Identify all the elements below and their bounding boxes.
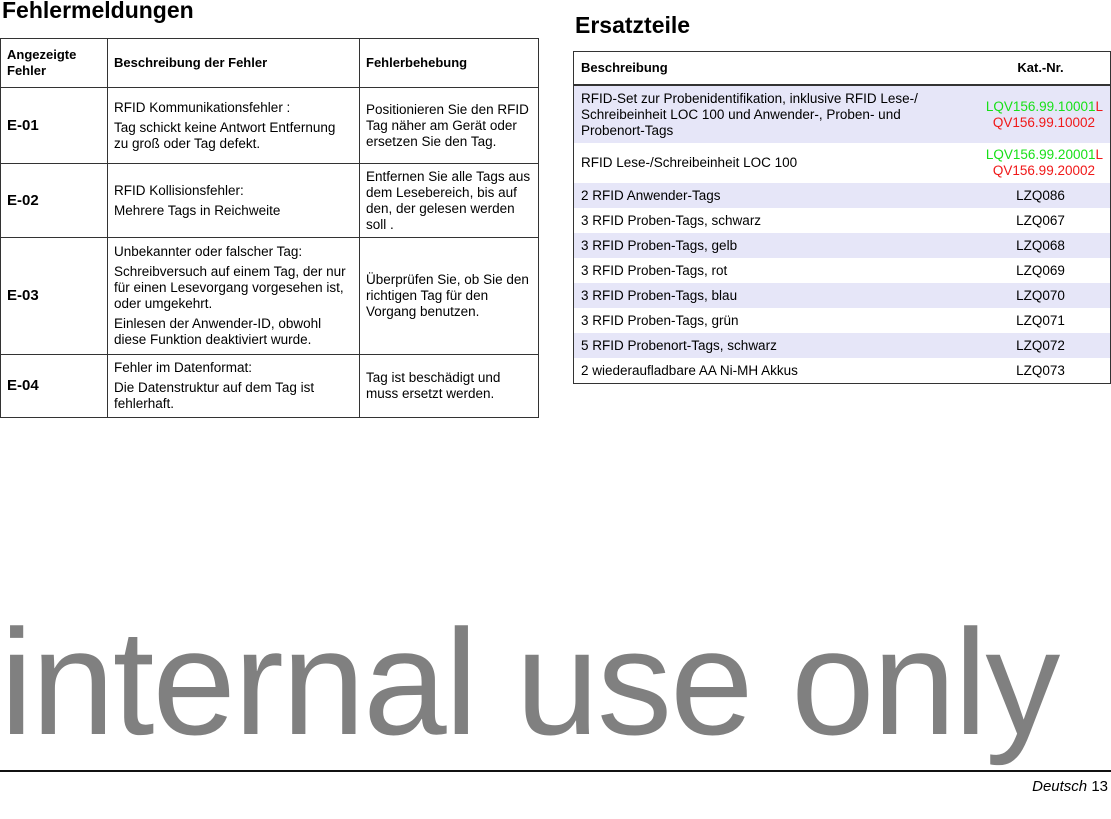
- error-fix: Tag ist beschädigt und muss ersetzt werden.: [360, 355, 539, 418]
- watermark: internal use only: [0, 598, 1059, 766]
- kat-red: QV156.99.20002: [992, 163, 1095, 178]
- error-code: E-02: [1, 164, 108, 238]
- table-row: [1, 164, 539, 238]
- error-description: [108, 355, 360, 418]
- part-number: LZQ069: [1016, 262, 1065, 278]
- desc-line: Schreibversuch auf einem Tag, der nur für einen Lesevorgang vorgesehen ist, oder umgekehrt.: [114, 264, 346, 311]
- section-title-fehlermeldungen: Fehlermeldungen: [2, 0, 194, 23]
- table-row: [574, 208, 1111, 233]
- table-row: [574, 283, 1111, 308]
- desc-line: RFID Kollisionsfehler:: [114, 182, 244, 198]
- error-fix: Überprüfen Sie, ob Sie den richtigen Tag für den Vorgang benutzen.: [360, 238, 539, 355]
- error-code: E-03: [1, 238, 108, 355]
- desc-line: Tag schickt keine Antwort Entfernung zu groß oder Tag defekt.: [114, 119, 336, 151]
- column-header: Fehlerbehebung: [360, 39, 539, 88]
- part-description: RFID Lese-/Schreibeinheit LOC 100: [581, 155, 798, 170]
- kat-suffix: L: [1095, 147, 1103, 162]
- error-table: [0, 38, 539, 418]
- kat-suffix: L: [1095, 98, 1103, 114]
- part-description: 2 wiederaufladbare AA Ni-MH Akkus: [581, 362, 798, 378]
- part-description: 5 RFID Probenort-Tags, schwarz: [574, 333, 972, 358]
- kat-green: LQV156.99.10001: [985, 98, 1096, 114]
- kat-green: LQV156.99.20001: [985, 147, 1096, 162]
- table-row: [574, 233, 1111, 258]
- table-row: [574, 183, 1111, 208]
- part-number: [971, 143, 1111, 183]
- part-number: LZQ086: [971, 183, 1111, 208]
- error-code: E-04: [1, 355, 108, 418]
- column-header: Kat.-Nr.: [971, 52, 1111, 86]
- parts-table: [573, 51, 1111, 384]
- kat-red: QV156.99.10002: [992, 114, 1095, 130]
- part-description: 3 RFID Proben-Tags, schwarz: [581, 212, 762, 228]
- part-description: 3 RFID Proben-Tags, rot: [581, 262, 728, 278]
- desc-line: Mehrere Tags in Reichweite: [114, 202, 281, 218]
- table-header-row: [574, 52, 1111, 86]
- page-number: 13: [1091, 778, 1108, 795]
- desc-line: Die Datenstruktur auf dem Tag ist fehlerhaft.: [114, 380, 315, 411]
- part-number: LZQ073: [1016, 362, 1065, 378]
- part-description: 2 RFID Anwender-Tags: [574, 183, 972, 208]
- part-number: LZQ070: [971, 283, 1111, 308]
- column-header: Beschreibung: [574, 52, 972, 86]
- error-description: [108, 88, 360, 164]
- part-number: LZQ067: [1016, 212, 1065, 228]
- column-header: Angezeigte Fehler: [1, 39, 108, 88]
- table-row: [574, 143, 1111, 183]
- desc-line: Unbekannter oder falscher Tag:: [114, 244, 303, 259]
- footer-language: Deutsch: [1032, 778, 1088, 795]
- table-header-row: [1, 39, 539, 88]
- table-row: [574, 358, 1111, 384]
- page-footer: [1032, 778, 1108, 796]
- table-row: [574, 85, 1111, 143]
- part-number: LZQ072: [971, 333, 1111, 358]
- part-description: RFID-Set zur Probenidentifikation, inklusive RFID Lese-/ Schreibeinheit LOC 100 und Anwender-, Proben- und Probenort-Tags: [574, 85, 972, 143]
- desc-line: RFID Kommunikationsfehler :: [114, 99, 291, 115]
- table-row: [574, 333, 1111, 358]
- table-row: [1, 88, 539, 164]
- error-description: [108, 164, 360, 238]
- table-row: [1, 238, 539, 355]
- table-row: [1, 355, 539, 418]
- table-row: [574, 308, 1111, 333]
- column-header: Beschreibung der Fehler: [108, 39, 360, 88]
- error-fix: Entfernen Sie alle Tags aus dem Lesebereich, bis auf den, der gelesen werden soll .: [360, 164, 539, 238]
- footer-rule: [0, 770, 1111, 772]
- desc-line: Einlesen der Anwender-ID, obwohl diese Funktion deaktiviert wurde.: [114, 316, 322, 347]
- section-title-ersatzteile: Ersatzteile: [575, 12, 691, 38]
- error-code: E-01: [1, 88, 108, 164]
- error-description: [108, 238, 360, 355]
- part-description: 3 RFID Proben-Tags, blau: [574, 283, 972, 308]
- error-fix: Positionieren Sie den RFID Tag näher am Gerät oder ersetzen Sie den Tag.: [360, 88, 539, 164]
- part-number: LZQ071: [1016, 312, 1065, 328]
- part-description: 3 RFID Proben-Tags, gelb: [574, 233, 972, 258]
- part-number: LZQ068: [971, 233, 1111, 258]
- part-description: 3 RFID Proben-Tags, grün: [581, 312, 739, 328]
- table-row: [574, 258, 1111, 283]
- part-number: [971, 85, 1111, 143]
- desc-line: Fehler im Datenformat:: [114, 360, 253, 375]
